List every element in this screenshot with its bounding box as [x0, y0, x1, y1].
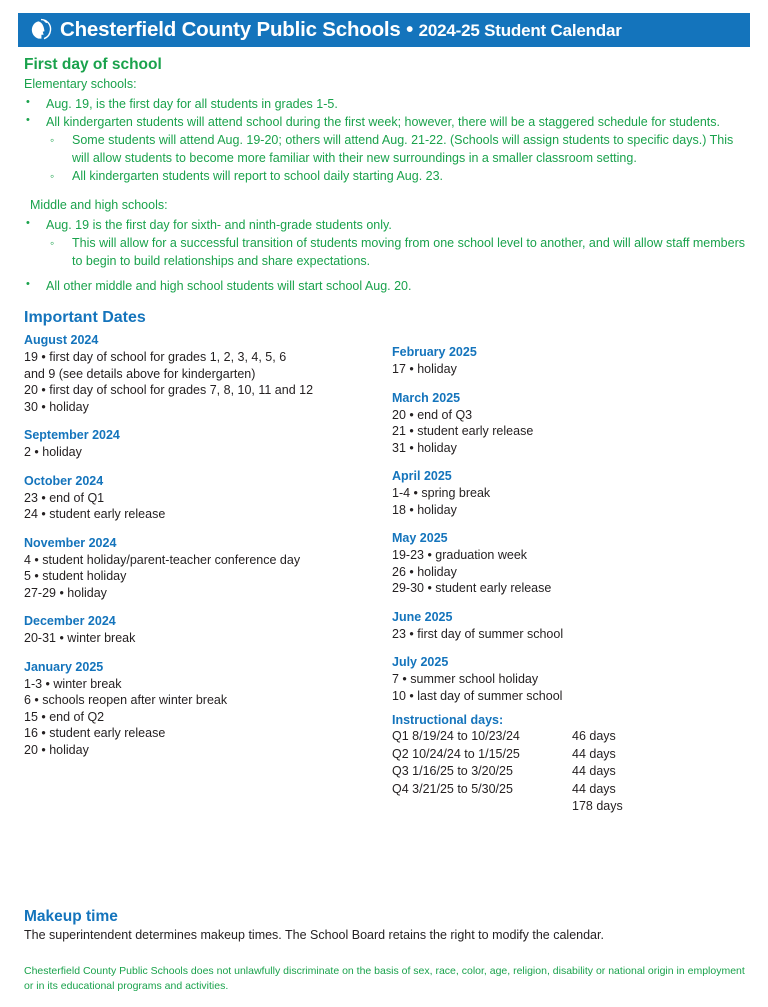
month-heading: September 2024 [24, 428, 120, 442]
section-spacer [18, 271, 750, 278]
instructional-days-table [392, 728, 623, 816]
month-heading: December 2024 [24, 614, 116, 628]
date-entry: 30 • holiday [24, 399, 89, 414]
date-entry: 31 • holiday [392, 440, 457, 455]
secondary-schools-label: Middle and high schools: [30, 198, 168, 213]
section-spacer [18, 186, 750, 197]
quarter-days: 46 days [572, 729, 616, 743]
total-label [392, 798, 572, 816]
secondary-bullet-list-2 [18, 278, 750, 295]
makeup-time-title: Makeup time [24, 908, 118, 925]
date-entry: 29-30 • student early release [392, 581, 552, 595]
date-entry: 24 • student early release [24, 507, 166, 521]
list-item: • Aug. 19, is the first day for all students in grades 1-5. [18, 96, 750, 113]
month-heading: March 2025 [392, 390, 461, 405]
date-entry: 27-29 • holiday [24, 585, 107, 600]
table-row [392, 763, 623, 781]
date-entry: 7 • summer school holiday [392, 672, 539, 686]
page-footer [24, 908, 748, 994]
elementary-subbullet-list [18, 132, 750, 185]
date-entry: 5 • student holiday [24, 569, 127, 583]
quarter-days: 44 days [572, 781, 616, 796]
list-item: • Aug. 19 is the first day for sixth- and ninth-grade students only. [18, 217, 750, 234]
date-entry: 4 • student holiday/parent-teacher conference day [24, 552, 301, 567]
month-block-may-2025 [392, 531, 738, 597]
date-entry: 20-31 • winter break [24, 631, 136, 645]
list-item: • All other middle and high school students will start school Aug. 20. [18, 278, 750, 295]
secondary-subbullet-list [18, 235, 750, 270]
date-entry: 19 • first day of school for grades 1, 2, 3, 4, 5, 6 [24, 350, 287, 364]
total-days: 178 days [572, 799, 623, 813]
month-heading: October 2024 [24, 473, 104, 488]
date-entry: 6 • schools reopen after winter break [24, 693, 228, 707]
date-entry: 20 • holiday [24, 742, 89, 757]
elementary-bullet-list [18, 96, 750, 132]
district-name: Chesterfield County Public Schools [60, 17, 401, 41]
month-heading: August 2024 [24, 333, 99, 347]
nondiscrimination-notice: Chesterfield County Public Schools does not unlawfully discriminate on the basis of sex, race, color, age, religion, disability or national origin in employment or in its educational programs and activities. [24, 964, 745, 993]
date-entry: 19-23 • graduation week [392, 548, 528, 562]
calendar-page [0, 13, 768, 1007]
month-heading: January 2025 [24, 659, 104, 674]
instructional-days-block [392, 713, 738, 816]
month-heading: February 2025 [392, 345, 477, 359]
quarter-days: 44 days [572, 764, 616, 778]
date-entry: 26 • holiday [392, 564, 457, 579]
date-entry: 17 • holiday [392, 362, 457, 376]
date-entry: 16 • student early release [24, 726, 166, 740]
date-entry: and 9 (see details above for kindergarten) [24, 366, 256, 381]
month-block-june-2025 [392, 610, 738, 643]
date-entry: 21 • student early release [392, 424, 534, 438]
important-dates-heading: Important Dates [24, 309, 146, 326]
table-row [392, 746, 623, 764]
quarter-days: 44 days [572, 746, 616, 761]
date-entry: 15 • end of Q2 [24, 709, 105, 724]
month-heading: November 2024 [24, 535, 117, 550]
page-header-banner [18, 13, 750, 47]
secondary-bullet-list-1 [18, 217, 750, 234]
quarter-range: Q2 10/24/24 to 1/15/25 [392, 746, 520, 761]
list-item: ◦ Some students will attend Aug. 19-20; others will attend Aug. 21-22. (Schools will assign students to specific days.) This will allow students to become more familiar with their new surroundings in a smaller classroom setting. [18, 132, 750, 167]
month-heading: June 2025 [392, 609, 453, 624]
month-block-january-2025 [24, 660, 392, 759]
instructional-days-title: Instructional days: [392, 713, 504, 727]
date-entry: 20 • end of Q3 [392, 407, 473, 422]
list-item: ◦ All kindergarten students will report to school daily starting Aug. 23. [18, 168, 750, 185]
month-block-september-2024 [24, 428, 392, 461]
date-entry: 1-3 • winter break [24, 676, 122, 691]
date-entry: 20 • first day of school for grades 7, 8, 10, 11 and 12 [24, 383, 314, 397]
date-entry: 23 • end of Q1 [24, 490, 105, 505]
banner-text-group [60, 17, 622, 41]
month-block-march-2025 [392, 391, 738, 457]
month-block-february-2025 [392, 345, 738, 378]
month-block-april-2025 [392, 469, 738, 518]
quarter-range: Q4 3/21/25 to 5/30/25 [392, 781, 513, 796]
date-entry: 23 • first day of summer school [392, 626, 564, 641]
elementary-schools-label: Elementary schools: [24, 77, 137, 91]
first-day-section-title: First day of school [24, 56, 162, 73]
table-row [392, 781, 623, 799]
month-heading: May 2025 [392, 531, 448, 545]
banner-separator: • [406, 17, 414, 41]
month-block-july-2025 [392, 655, 738, 704]
table-row [392, 728, 623, 746]
month-block-august-2024 [24, 333, 392, 415]
month-heading: July 2025 [392, 655, 449, 669]
important-dates-columns [24, 333, 750, 816]
month-block-october-2024 [24, 474, 392, 523]
makeup-time-body: The superintendent determines makeup times. The School Board retains the right to modify the calendar. [24, 928, 604, 942]
quarter-range: Q3 1/16/25 to 3/20/25 [392, 764, 513, 778]
important-dates-left-column [24, 333, 392, 816]
important-dates-right-column [392, 333, 738, 816]
calendar-title: 2024-25 Student Calendar [418, 20, 622, 40]
date-entry: 18 • holiday [392, 502, 457, 517]
quarter-range: Q1 8/19/24 to 10/23/24 [392, 729, 520, 743]
date-entry: 10 • last day of summer school [392, 688, 563, 703]
month-block-december-2024 [24, 614, 392, 647]
date-entry: 1-4 • spring break [392, 486, 491, 500]
table-row-total [392, 798, 623, 816]
cavalier-head-logo-icon [28, 17, 54, 43]
list-item: • All kindergarten students will attend school during the first week; however, there will be a staggered schedule for students. [18, 114, 750, 131]
date-entry: 2 • holiday [24, 445, 82, 459]
month-heading: April 2025 [392, 469, 452, 483]
list-item: ◦ This will allow for a successful transition of students moving from one school level to another, and will allow staff members to begin to build relationships and share expectations. [18, 235, 750, 270]
month-block-november-2024 [24, 536, 392, 602]
